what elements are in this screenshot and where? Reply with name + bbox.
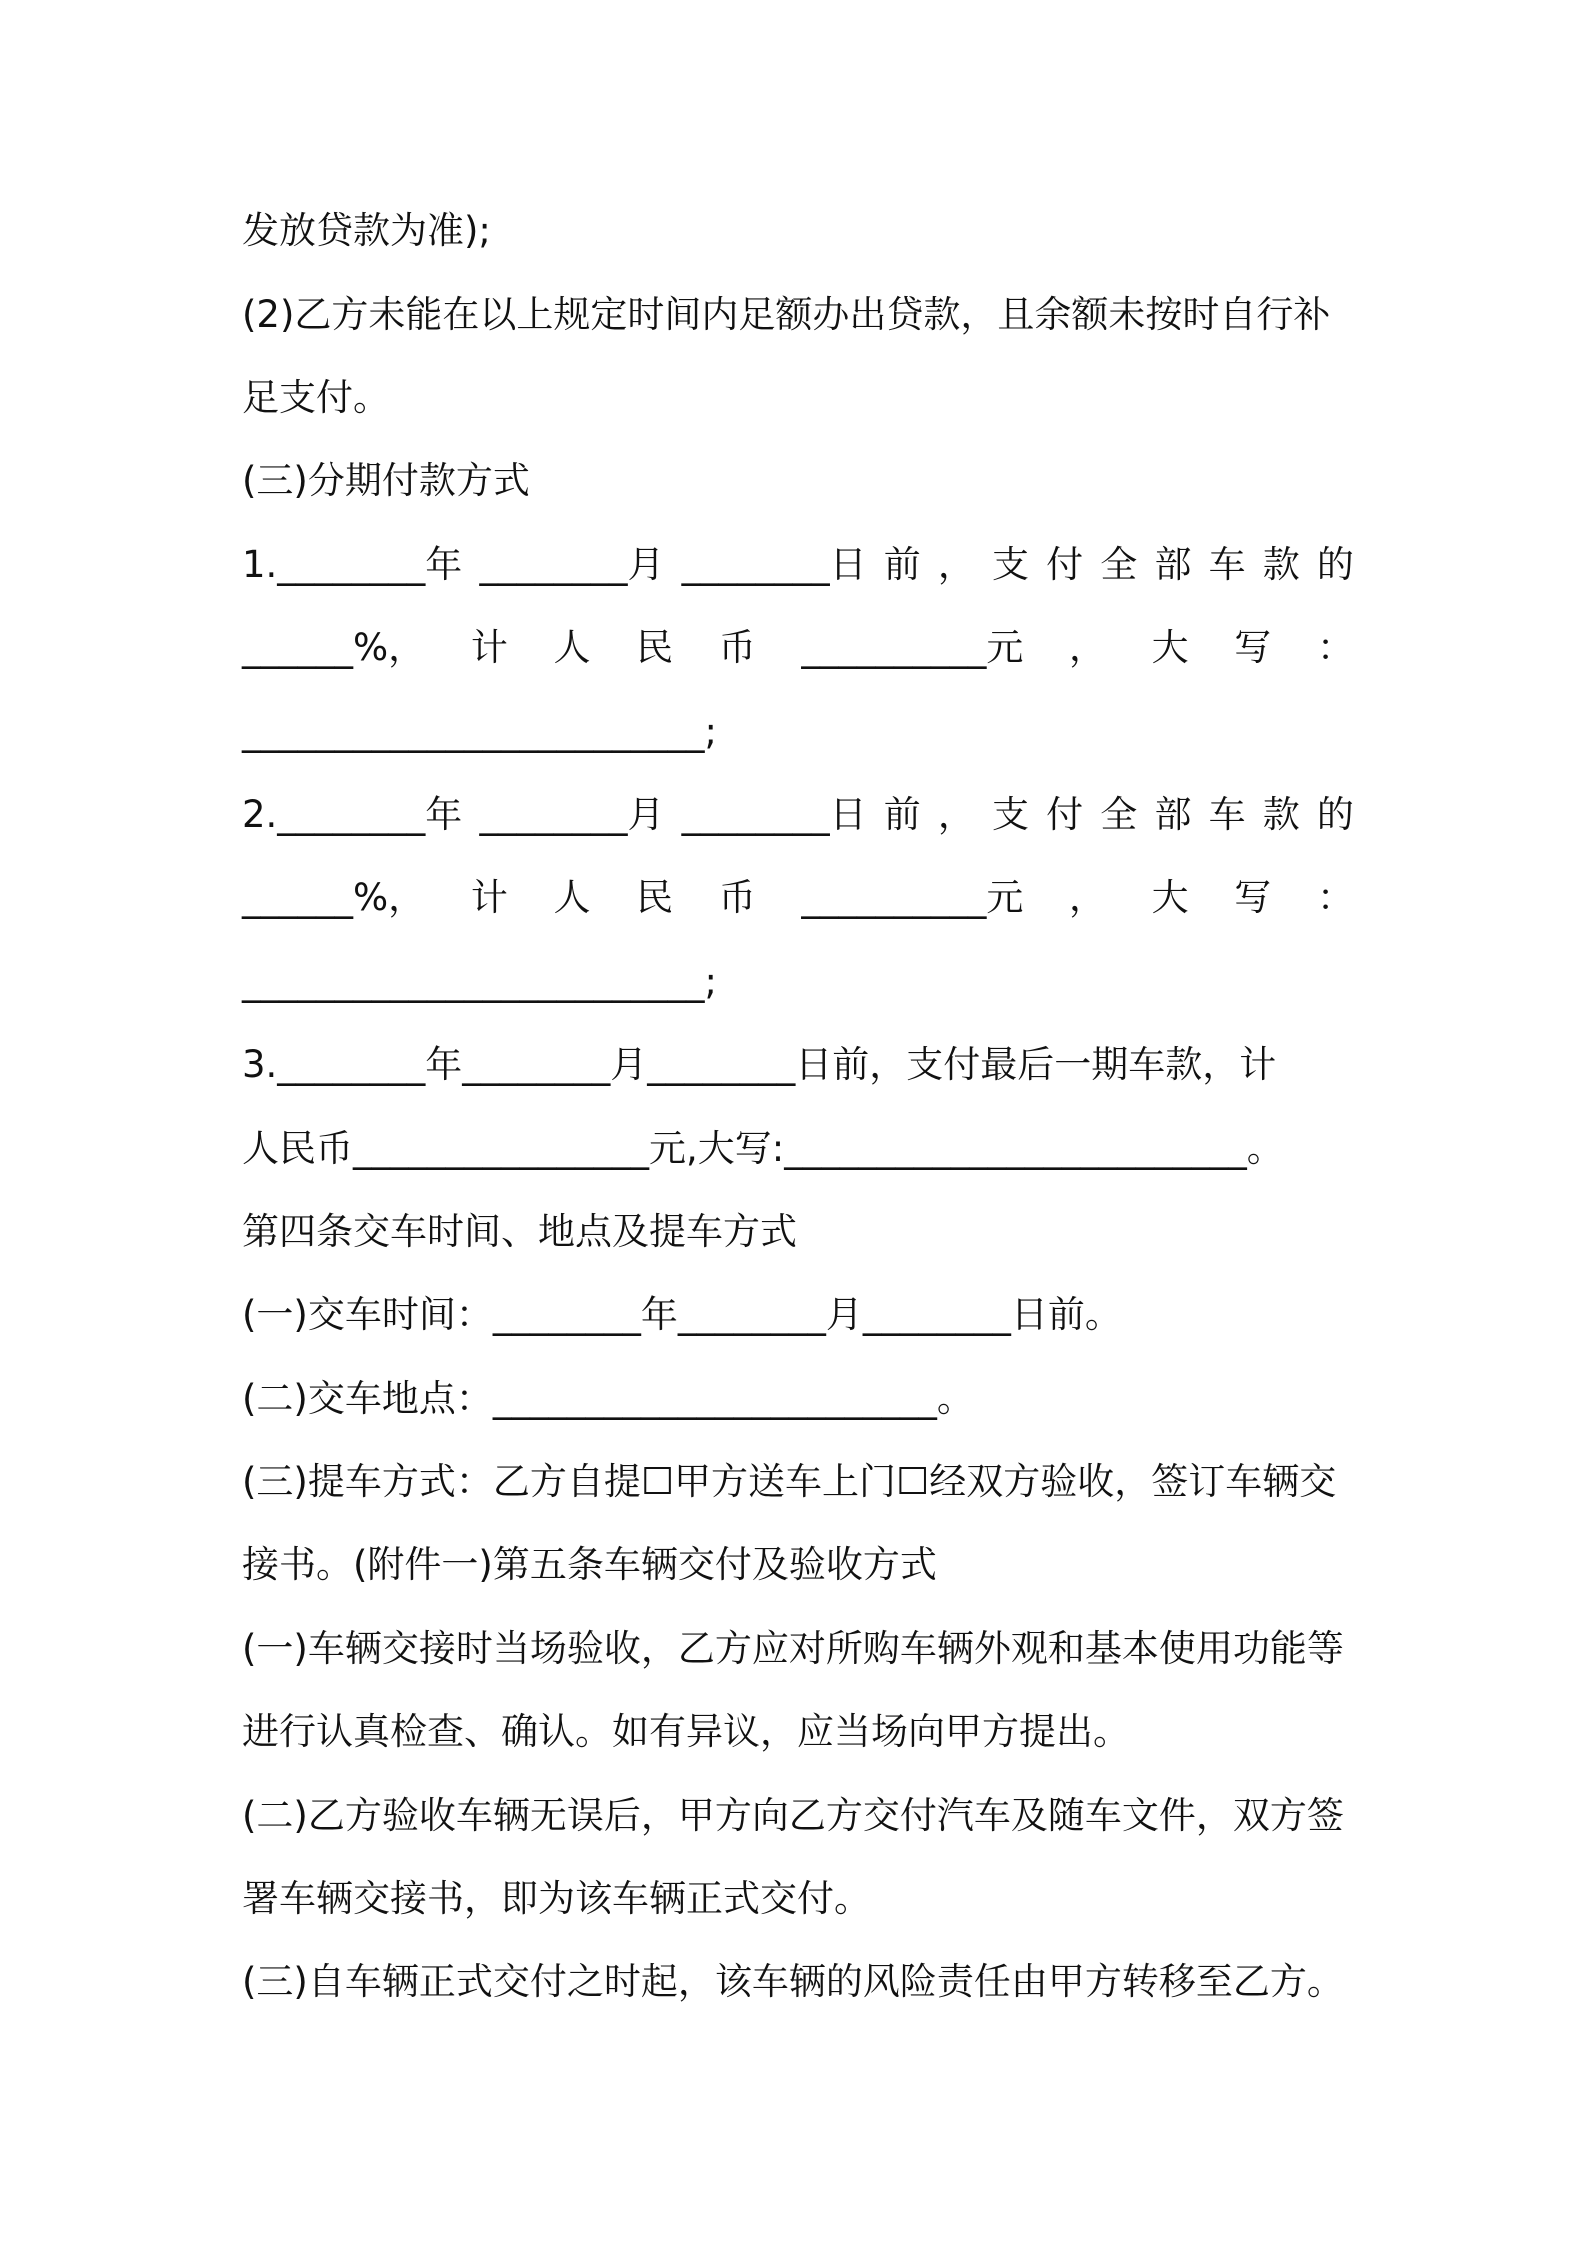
text-segment: ， — [937, 793, 975, 836]
text-segment: 计 — [470, 626, 508, 669]
text-segment: 前 — [883, 793, 921, 836]
payment-item-3-line-1: 3.________年________月________日前，支付最后一期车款，计 — [242, 1043, 1277, 1086]
article-heading: 第四条交车时间、地点及提车方式 — [242, 1210, 797, 1253]
text-segment: ________月 — [479, 543, 665, 586]
text-segment: ： — [1316, 626, 1354, 669]
text-segment: 计 — [470, 876, 508, 919]
text-segment: ， — [937, 543, 975, 586]
payment-item-1-line-3: _________________________; — [242, 710, 717, 753]
text-segment: 人 — [553, 876, 591, 919]
text-segment: __________元 — [801, 626, 1024, 669]
paragraph-line: (二)交车地点：________________________。 — [242, 1377, 974, 1420]
text-segment: 款 — [1262, 793, 1300, 836]
paragraph-line: (一)车辆交接时当场验收，乙方应对所购车辆外观和基本使用功能等 — [242, 1627, 1344, 1670]
text-segment: 大 — [1151, 626, 1189, 669]
payment-item-2-line-1 — [242, 790, 1354, 840]
text-segment: ， — [1069, 876, 1107, 919]
text-segment: 全 — [1100, 793, 1138, 836]
text-segment: 付 — [1046, 793, 1084, 836]
text-segment: ________月 — [479, 793, 665, 836]
text-segment: 全 — [1100, 543, 1138, 586]
payment-item-2-line-3: _________________________; — [242, 960, 717, 1003]
paragraph-line: (三)提车方式：乙方自提☐甲方送车上门☐经双方验收，签订车辆交 — [242, 1460, 1337, 1503]
text-segment: 写 — [1234, 876, 1272, 919]
paragraph-line: (2)乙方未能在以上规定时间内足额办出贷款，且余额未按时自行补 — [242, 293, 1331, 336]
text-segment: 币 — [718, 626, 756, 669]
text-segment: 的 — [1316, 793, 1354, 836]
text-segment: 币 — [718, 876, 756, 919]
text-segment: 民 — [636, 626, 674, 669]
text-segment: 1.________年 — [242, 543, 463, 586]
payment-item-3-line-2: 人民币________________元,大写:_________________________。 — [242, 1127, 1284, 1170]
text-segment: 车 — [1208, 793, 1246, 836]
text-segment: ________日 — [681, 543, 867, 586]
payment-item-1-line-1 — [242, 540, 1354, 590]
text-segment: ________日 — [681, 793, 867, 836]
text-segment: 部 — [1154, 793, 1192, 836]
paragraph-line: (二)乙方验收车辆无误后，甲方向乙方交付汽车及随车文件，双方签 — [242, 1794, 1344, 1837]
text-segment: 款 — [1262, 543, 1300, 586]
paragraph-line: (三)自车辆正式交付之时起，该车辆的风险责任由甲方转移至乙方。 — [242, 1960, 1344, 2003]
payment-item-2-line-2 — [242, 873, 1354, 923]
text-segment: ， — [1069, 626, 1107, 669]
text-segment: 人 — [553, 626, 591, 669]
text-segment: 大 — [1151, 876, 1189, 919]
text-segment: 2.________年 — [242, 793, 463, 836]
paragraph-line: 署车辆交接书，即为该车辆正式交付。 — [242, 1877, 871, 1920]
paragraph-line: (一)交车时间：________年________月________日前。 — [242, 1293, 1122, 1336]
text-segment: 的 — [1316, 543, 1354, 586]
text-segment: ______%， — [242, 876, 426, 919]
text-segment: 前 — [883, 543, 921, 586]
text-segment: 车 — [1208, 543, 1246, 586]
paragraph-line: 足支付。 — [242, 376, 390, 419]
paragraph-line: 进行认真检查、确认。如有异议，应当场向甲方提出。 — [242, 1710, 1130, 1753]
text-segment: 部 — [1154, 543, 1192, 586]
text-segment: __________元 — [801, 876, 1024, 919]
text-segment: 付 — [1046, 543, 1084, 586]
text-segment: ______%， — [242, 626, 426, 669]
payment-item-1-line-2 — [242, 623, 1354, 673]
text-segment: 支 — [992, 543, 1030, 586]
paragraph-line: 接书。(附件一)第五条车辆交付及验收方式 — [242, 1543, 937, 1586]
section-heading: (三)分期付款方式 — [242, 459, 530, 502]
text-segment: 民 — [636, 876, 674, 919]
text-segment: ： — [1316, 876, 1354, 919]
text-segment: 支 — [992, 793, 1030, 836]
paragraph-line: 发放贷款为准); — [242, 209, 491, 252]
text-segment: 写 — [1234, 626, 1272, 669]
